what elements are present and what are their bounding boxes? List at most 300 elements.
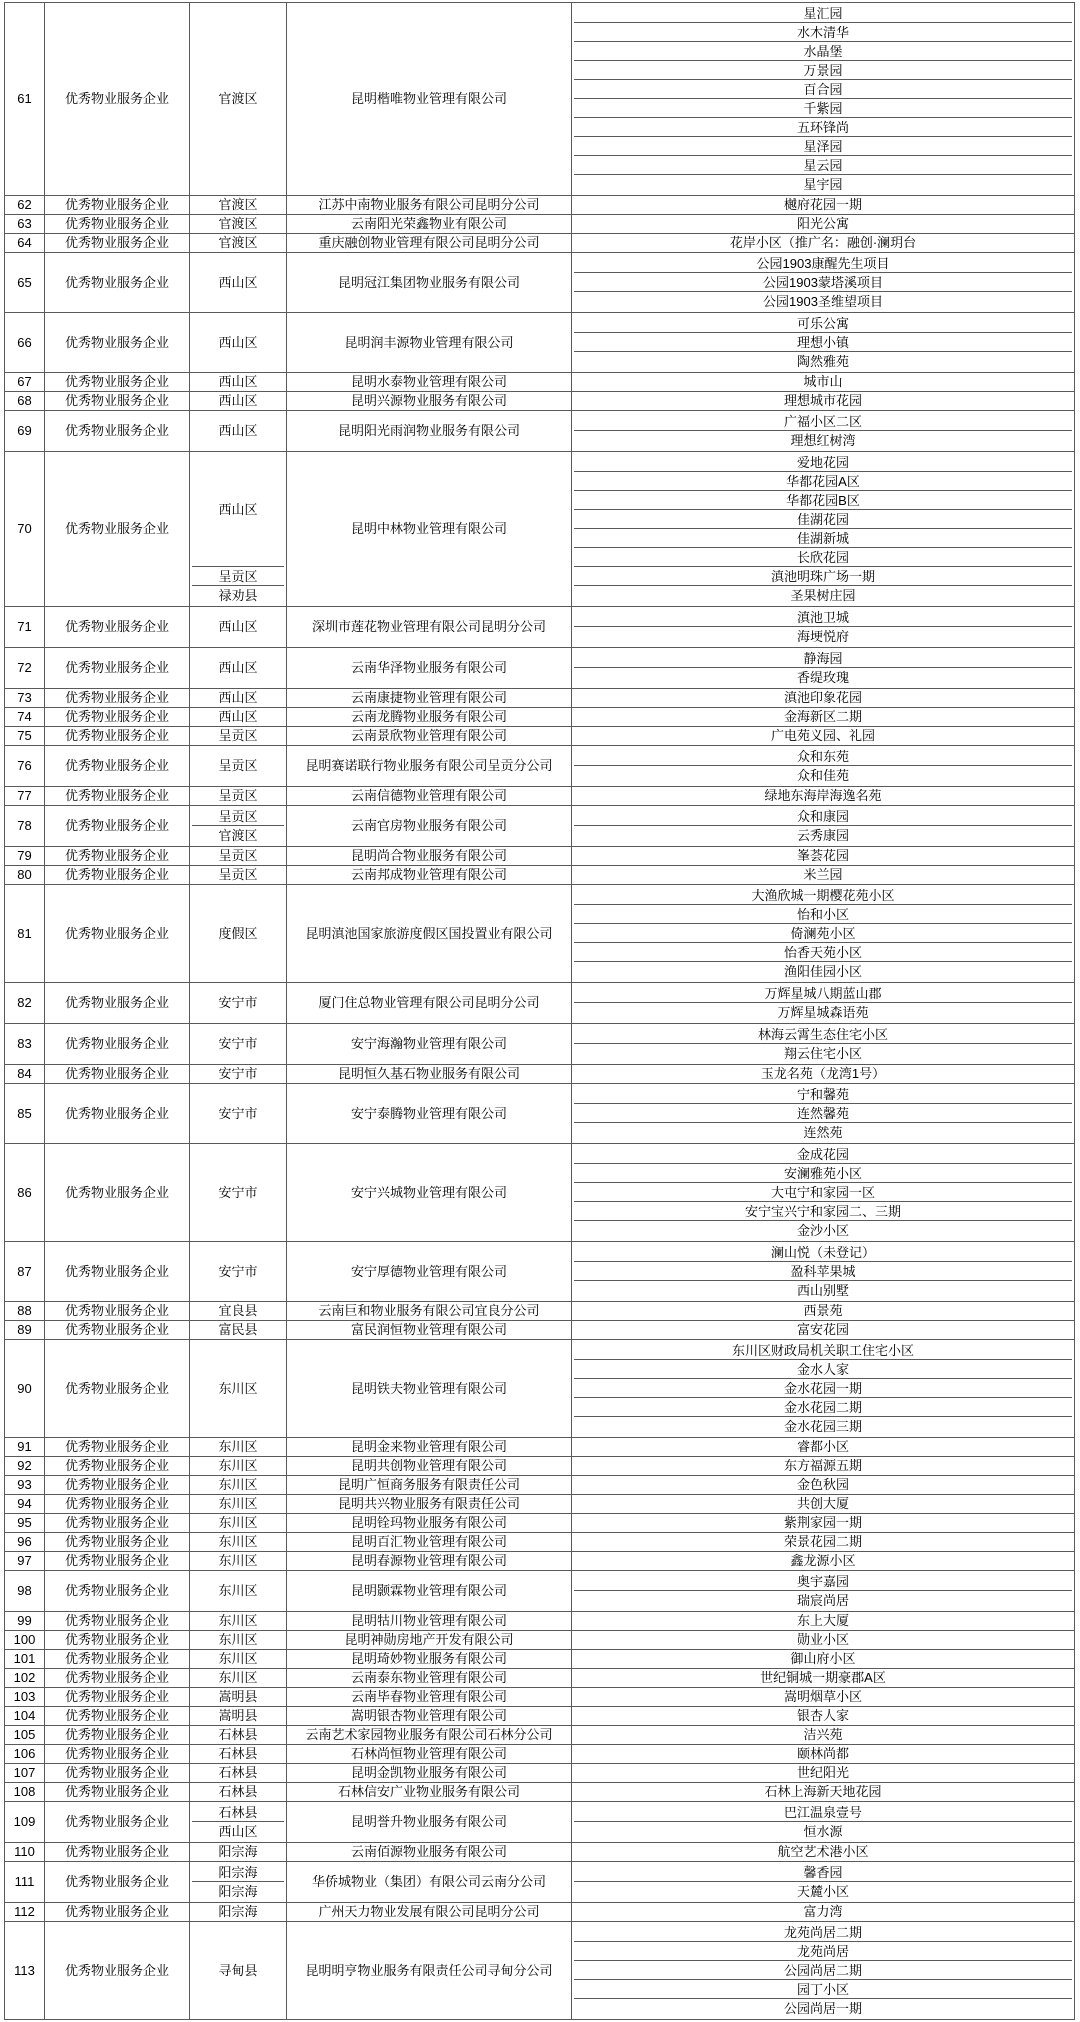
project-cell: 紫荆家园一期 <box>572 1514 1075 1533</box>
award-name-cell: 优秀物业服务企业 <box>45 746 190 787</box>
company-name-cell: 深圳市莲花物业管理有限公司昆明分公司 <box>287 607 572 648</box>
district-subcell: 阳宗海 <box>192 1863 284 1882</box>
district-cell: 石林县 <box>190 1783 287 1802</box>
project-subcell: 陶然雅苑 <box>796 354 849 369</box>
project-cell: 金海新区二期 <box>572 708 1075 727</box>
award-name-cell: 优秀物业服务企业 <box>45 1084 190 1144</box>
company-name-cell: 昆明琦妙物业服务有限公司 <box>287 1650 572 1669</box>
district-subcell: 西山区 <box>218 1824 258 1839</box>
row-number-cell: 61 <box>5 3 45 196</box>
project-subcell: 华都花园A区 <box>574 472 1072 491</box>
company-name-cell: 云南艺术家园物业服务有限公司石林分公司 <box>287 1726 572 1745</box>
award-name-cell: 优秀物业服务企业 <box>45 1144 190 1242</box>
table-row <box>5 727 1075 746</box>
project-cell: 玉龙名苑（龙湾1号） <box>572 1065 1075 1084</box>
row-number-cell: 104 <box>5 1707 45 1726</box>
award-name-cell: 优秀物业服务企业 <box>45 1476 190 1495</box>
project-subcell: 奥宇嘉园 <box>574 1572 1072 1591</box>
project-subcell: 渔阳佳园小区 <box>783 964 862 979</box>
district-cell: 石林县 <box>190 1726 287 1745</box>
district-cell: 东川区 <box>190 1495 287 1514</box>
company-name-cell: 云南华泽物业服务有限公司 <box>287 648 572 689</box>
row-number-cell: 81 <box>5 885 45 983</box>
company-name-cell: 石林尚恒物业管理有限公司 <box>287 1745 572 1764</box>
company-name-cell: 昆明铁夫物业管理有限公司 <box>287 1340 572 1438</box>
project-cell: 东方福源五期 <box>572 1457 1075 1476</box>
award-name-cell: 优秀物业服务企业 <box>45 1783 190 1802</box>
row-number-cell: 64 <box>5 234 45 253</box>
award-name-cell: 优秀物业服务企业 <box>45 253 190 313</box>
row-number-cell: 100 <box>5 1631 45 1650</box>
table-row <box>5 1476 1075 1495</box>
row-number-cell: 105 <box>5 1726 45 1745</box>
row-number-cell: 62 <box>5 196 45 215</box>
project-cell: 银杏人家 <box>572 1707 1075 1726</box>
project-cell: 世纪铜城一期豪郡A区 <box>572 1669 1075 1688</box>
district-cell: 寻甸县 <box>190 1922 287 2020</box>
district-cell: 西山区 <box>190 411 287 452</box>
award-name-cell: 优秀物业服务企业 <box>45 1242 190 1302</box>
award-name-cell: 优秀物业服务企业 <box>45 1764 190 1783</box>
project-cell: 世纪阳光 <box>572 1764 1075 1783</box>
project-cell: 鑫龙源小区 <box>572 1552 1075 1571</box>
company-name-cell: 昆明春源物业管理有限公司 <box>287 1552 572 1571</box>
project-subcell: 宁和馨苑 <box>574 1085 1072 1104</box>
district-cell: 石林县 <box>190 1764 287 1783</box>
award-name-cell: 优秀物业服务企业 <box>45 1552 190 1571</box>
row-number-cell: 106 <box>5 1745 45 1764</box>
row-number-cell: 109 <box>5 1802 45 1843</box>
row-number-cell: 88 <box>5 1302 45 1321</box>
project-subcell: 金水人家 <box>574 1360 1072 1379</box>
table-row <box>5 1065 1075 1084</box>
district-cell: 官渡区 <box>190 196 287 215</box>
district-cell: 安宁市 <box>190 983 287 1024</box>
company-name-cell: 嵩明银杏物业管理有限公司 <box>287 1707 572 1726</box>
project-subcell: 华都花园B区 <box>574 491 1072 510</box>
award-name-cell: 优秀物业服务企业 <box>45 411 190 452</box>
award-name-cell: 优秀物业服务企业 <box>45 1612 190 1631</box>
project-cell: 花岸小区（推广名：融创·澜玥台 <box>572 234 1075 253</box>
project-subcell: 金沙小区 <box>796 1223 849 1238</box>
award-name-cell: 优秀物业服务企业 <box>45 806 190 847</box>
row-number-cell: 76 <box>5 746 45 787</box>
company-name-cell: 昆明尚合物业服务有限公司 <box>287 847 572 866</box>
project-subcell: 龙苑尚居二期 <box>574 1923 1072 1942</box>
row-number-cell: 67 <box>5 373 45 392</box>
row-number-cell: 96 <box>5 1533 45 1552</box>
district-cell: 东川区 <box>190 1612 287 1631</box>
district-subcell: 禄劝县 <box>218 588 258 603</box>
award-name-cell: 优秀物业服务企业 <box>45 1321 190 1340</box>
award-name-cell: 优秀物业服务企业 <box>45 866 190 885</box>
project-subcell: 爱地花园 <box>574 453 1072 472</box>
district-cell: 官渡区 <box>190 215 287 234</box>
table-body <box>5 3 1075 2020</box>
district-subcell: 官渡区 <box>218 828 258 843</box>
row-number-cell: 68 <box>5 392 45 411</box>
table-row <box>5 1669 1075 1688</box>
company-name-cell: 昆明金凯物业服务有限公司 <box>287 1764 572 1783</box>
project-subcell: 万景园 <box>574 61 1072 80</box>
company-name-cell: 昆明广恒商务服务有限责任公司 <box>287 1476 572 1495</box>
company-name-cell: 昆明楷唯物业管理有限公司 <box>287 3 572 196</box>
award-name-cell: 优秀物业服务企业 <box>45 1726 190 1745</box>
award-name-cell: 优秀物业服务企业 <box>45 196 190 215</box>
row-number-cell: 102 <box>5 1669 45 1688</box>
project-subcell: 公园尚居一期 <box>783 2001 862 2016</box>
company-name-cell: 昆明铨玛物业服务有限公司 <box>287 1514 572 1533</box>
project-cell <box>572 648 1075 689</box>
company-name-cell: 昆明颢霖物业管理有限公司 <box>287 1571 572 1612</box>
award-name-cell: 优秀物业服务企业 <box>45 313 190 373</box>
row-number-cell: 84 <box>5 1065 45 1084</box>
row-number-cell: 74 <box>5 708 45 727</box>
project-cell: 樾府花园一期 <box>572 196 1075 215</box>
project-cell: 滇池印象花园 <box>572 689 1075 708</box>
row-number-cell: 98 <box>5 1571 45 1612</box>
project-subcell: 星宇园 <box>803 177 843 192</box>
district-cell <box>190 1862 287 1903</box>
project-subcell: 万辉星城森语苑 <box>777 1005 869 1020</box>
table-row <box>5 1571 1075 1612</box>
table-row <box>5 1650 1075 1669</box>
company-name-cell: 昆明明亨物业服务有限责任公司寻甸分公司 <box>287 1922 572 2020</box>
row-number-cell: 71 <box>5 607 45 648</box>
district-cell: 安宁市 <box>190 1065 287 1084</box>
company-name-cell: 昆明共创物业管理有限公司 <box>287 1457 572 1476</box>
district-cell: 富民县 <box>190 1321 287 1340</box>
project-subcell: 可乐公寓 <box>574 314 1072 333</box>
project-subcell: 巴江温泉壹号 <box>574 1803 1072 1822</box>
district-cell: 官渡区 <box>190 234 287 253</box>
row-number-cell: 80 <box>5 866 45 885</box>
award-name-cell: 优秀物业服务企业 <box>45 1340 190 1438</box>
award-name-cell: 优秀物业服务企业 <box>45 708 190 727</box>
district-cell: 石林县 <box>190 1745 287 1764</box>
company-name-cell: 昆明赛诺联行物业服务有限公司呈贡分公司 <box>287 746 572 787</box>
district-cell: 东川区 <box>190 1476 287 1495</box>
row-number-cell: 91 <box>5 1438 45 1457</box>
project-cell <box>572 1340 1075 1438</box>
table-row <box>5 1242 1075 1302</box>
award-name-cell: 优秀物业服务企业 <box>45 1843 190 1862</box>
project-subcell: 星云园 <box>574 156 1072 175</box>
table-row <box>5 1340 1075 1438</box>
table-row <box>5 1321 1075 1340</box>
project-subcell: 云秀康园 <box>796 828 849 843</box>
project-cell: 富力湾 <box>572 1903 1075 1922</box>
award-name-cell: 优秀物业服务企业 <box>45 3 190 196</box>
award-name-cell: 优秀物业服务企业 <box>45 1650 190 1669</box>
table-row <box>5 1688 1075 1707</box>
table-row <box>5 866 1075 885</box>
award-name-cell: 优秀物业服务企业 <box>45 1302 190 1321</box>
district-cell: 东川区 <box>190 1669 287 1688</box>
table-row <box>5 1745 1075 1764</box>
project-cell: 东上大厦 <box>572 1612 1075 1631</box>
award-name-cell: 优秀物业服务企业 <box>45 1571 190 1612</box>
award-name-cell: 优秀物业服务企业 <box>45 452 190 607</box>
project-subcell: 百合园 <box>574 80 1072 99</box>
project-cell: 勋业小区 <box>572 1631 1075 1650</box>
project-subcell: 星汇园 <box>574 4 1072 23</box>
project-subcell: 安宁宝兴宁和家园二、三期 <box>574 1202 1072 1221</box>
table-row <box>5 1922 1075 2020</box>
project-cell: 荣景花园二期 <box>572 1533 1075 1552</box>
district-cell: 嵩明县 <box>190 1688 287 1707</box>
project-subcell: 佳湖花园 <box>574 510 1072 529</box>
project-cell: 洁兴苑 <box>572 1726 1075 1745</box>
district-cell: 安宁市 <box>190 1242 287 1302</box>
company-name-cell: 云南毕春物业管理有限公司 <box>287 1688 572 1707</box>
award-name-cell: 优秀物业服务企业 <box>45 885 190 983</box>
row-number-cell: 77 <box>5 787 45 806</box>
project-subcell: 佳湖新城 <box>574 529 1072 548</box>
row-number-cell: 86 <box>5 1144 45 1242</box>
project-cell <box>572 983 1075 1024</box>
row-number-cell: 111 <box>5 1862 45 1903</box>
project-cell <box>572 253 1075 313</box>
company-name-cell: 华侨城物业（集团）有限公司云南分公司 <box>287 1862 572 1903</box>
company-name-cell: 昆明阳光雨润物业服务有限公司 <box>287 411 572 452</box>
project-subcell: 公园1903圣维望项目 <box>763 294 883 309</box>
table-row <box>5 1552 1075 1571</box>
project-subcell: 园丁小区 <box>574 1980 1072 1999</box>
row-number-cell: 97 <box>5 1552 45 1571</box>
table-row <box>5 1495 1075 1514</box>
row-number-cell: 94 <box>5 1495 45 1514</box>
table-row <box>5 1612 1075 1631</box>
project-subcell: 倚澜苑小区 <box>574 924 1072 943</box>
district-cell: 安宁市 <box>190 1084 287 1144</box>
table-row <box>5 392 1075 411</box>
district-cell: 西山区 <box>190 689 287 708</box>
project-cell: 阳光公寓 <box>572 215 1075 234</box>
district-cell: 安宁市 <box>190 1144 287 1242</box>
company-name-cell: 昆明誉升物业服务有限公司 <box>287 1802 572 1843</box>
row-number-cell: 79 <box>5 847 45 866</box>
project-subcell: 万辉星城八期蓝山郡 <box>574 984 1072 1003</box>
row-number-cell: 78 <box>5 806 45 847</box>
company-name-cell: 云南巨和物业服务有限公司宜良分公司 <box>287 1302 572 1321</box>
district-cell: 官渡区 <box>190 3 287 196</box>
district-cell: 呈贡区 <box>190 847 287 866</box>
project-cell: 嵩明烟草小区 <box>572 1688 1075 1707</box>
district-cell: 阳宗海 <box>190 1903 287 1922</box>
district-cell: 东川区 <box>190 1438 287 1457</box>
project-cell: 共创大厦 <box>572 1495 1075 1514</box>
award-name-cell: 优秀物业服务企业 <box>45 1024 190 1065</box>
project-subcell: 金水花园三期 <box>783 1419 862 1434</box>
table-row <box>5 196 1075 215</box>
district-cell: 阳宗海 <box>190 1843 287 1862</box>
project-subcell: 滇池明珠广场一期 <box>574 567 1072 586</box>
project-cell: 理想城市花园 <box>572 392 1075 411</box>
award-name-cell: 优秀物业服务企业 <box>45 392 190 411</box>
project-cell <box>572 3 1075 196</box>
project-subcell: 众和康园 <box>574 807 1072 826</box>
table-row <box>5 313 1075 373</box>
district-subcell: 呈贡区 <box>192 807 284 826</box>
award-name-cell: 优秀物业服务企业 <box>45 1688 190 1707</box>
project-subcell: 澜山悦（未登记） <box>574 1243 1072 1262</box>
company-name-cell: 云南景欣物业管理有限公司 <box>287 727 572 746</box>
company-name-cell: 昆明兴源物业服务有限公司 <box>287 392 572 411</box>
award-name-cell: 优秀物业服务企业 <box>45 1669 190 1688</box>
table-row <box>5 452 1075 607</box>
project-cell <box>572 746 1075 787</box>
award-name-cell: 优秀物业服务企业 <box>45 1514 190 1533</box>
project-subcell: 广福小区二区 <box>574 412 1072 431</box>
award-name-cell: 优秀物业服务企业 <box>45 1457 190 1476</box>
award-name-cell: 优秀物业服务企业 <box>45 373 190 392</box>
row-number-cell: 85 <box>5 1084 45 1144</box>
company-name-cell: 昆明中林物业管理有限公司 <box>287 452 572 607</box>
row-number-cell: 99 <box>5 1612 45 1631</box>
project-subcell: 怡和小区 <box>574 905 1072 924</box>
project-subcell: 天麓小区 <box>796 1884 849 1899</box>
district-cell: 东川区 <box>190 1533 287 1552</box>
project-cell <box>572 885 1075 983</box>
award-name-cell: 优秀物业服务企业 <box>45 689 190 708</box>
company-name-cell: 富民润恒物业管理有限公司 <box>287 1321 572 1340</box>
row-number-cell: 65 <box>5 253 45 313</box>
project-subcell: 众和佳苑 <box>796 768 849 783</box>
project-cell <box>572 1084 1075 1144</box>
project-subcell: 千紫园 <box>574 99 1072 118</box>
district-cell: 西山区 <box>190 313 287 373</box>
award-name-cell: 优秀物业服务企业 <box>45 1862 190 1903</box>
project-cell <box>572 411 1075 452</box>
project-subcell: 金水花园一期 <box>574 1379 1072 1398</box>
project-cell <box>572 452 1075 607</box>
project-cell: 金色秋园 <box>572 1476 1075 1495</box>
district-subcell: 西山区 <box>192 453 284 567</box>
table-row <box>5 3 1075 196</box>
table-row <box>5 1726 1075 1745</box>
award-name-cell: 优秀物业服务企业 <box>45 787 190 806</box>
row-number-cell: 107 <box>5 1764 45 1783</box>
company-name-cell: 安宁海瀚物业管理有限公司 <box>287 1024 572 1065</box>
table-row <box>5 1783 1075 1802</box>
award-name-cell: 优秀物业服务企业 <box>45 1903 190 1922</box>
project-cell <box>572 1144 1075 1242</box>
district-cell: 安宁市 <box>190 1024 287 1065</box>
district-cell <box>190 806 287 847</box>
row-number-cell: 113 <box>5 1922 45 2020</box>
company-name-cell: 云南泰东物业管理有限公司 <box>287 1669 572 1688</box>
project-subcell: 大屯宁和家园一区 <box>574 1183 1072 1202</box>
project-subcell: 滇池卫城 <box>574 608 1072 627</box>
table-row <box>5 648 1075 689</box>
table-row <box>5 885 1075 983</box>
district-cell: 西山区 <box>190 648 287 689</box>
project-subcell: 东川区财政局机关职工住宅小区 <box>574 1341 1072 1360</box>
table-row <box>5 1438 1075 1457</box>
award-name-cell: 优秀物业服务企业 <box>45 1707 190 1726</box>
table-row <box>5 234 1075 253</box>
project-cell: 颐林尚都 <box>572 1745 1075 1764</box>
project-subcell: 理想红树湾 <box>790 433 856 448</box>
company-name-cell: 重庆融创物业管理有限公司昆明分公司 <box>287 234 572 253</box>
table-row <box>5 215 1075 234</box>
project-subcell: 水木清华 <box>574 23 1072 42</box>
company-name-cell: 广州天力物业发展有限公司昆明分公司 <box>287 1903 572 1922</box>
table-row <box>5 847 1075 866</box>
project-subcell: 香缇玫瑰 <box>796 670 849 685</box>
company-name-cell: 云南龙腾物业服务有限公司 <box>287 708 572 727</box>
project-subcell: 翔云住宅小区 <box>783 1046 862 1061</box>
project-subcell: 长欣花园 <box>574 548 1072 567</box>
district-cell: 东川区 <box>190 1571 287 1612</box>
project-subcell: 金水花园二期 <box>574 1398 1072 1417</box>
project-subcell: 公园尚居二期 <box>574 1961 1072 1980</box>
award-name-cell: 优秀物业服务企业 <box>45 983 190 1024</box>
project-subcell: 理想小镇 <box>574 333 1072 352</box>
table-row <box>5 787 1075 806</box>
award-name-cell: 优秀物业服务企业 <box>45 1438 190 1457</box>
company-name-cell: 江苏中南物业服务有限公司昆明分公司 <box>287 196 572 215</box>
table-row <box>5 1764 1075 1783</box>
table-row <box>5 253 1075 313</box>
project-cell: 富安花园 <box>572 1321 1075 1340</box>
district-cell: 东川区 <box>190 1631 287 1650</box>
row-number-cell: 103 <box>5 1688 45 1707</box>
district-cell <box>190 452 287 607</box>
table-row <box>5 1631 1075 1650</box>
row-number-cell: 70 <box>5 452 45 607</box>
table-row <box>5 1707 1075 1726</box>
table-row <box>5 1862 1075 1903</box>
table-row <box>5 1843 1075 1862</box>
project-subcell: 星泽园 <box>574 137 1072 156</box>
table-row <box>5 1084 1075 1144</box>
project-cell <box>572 313 1075 373</box>
table-row <box>5 1533 1075 1552</box>
row-number-cell: 108 <box>5 1783 45 1802</box>
award-name-cell: 优秀物业服务企业 <box>45 1922 190 2020</box>
table-row <box>5 607 1075 648</box>
table-row <box>5 708 1075 727</box>
company-name-cell: 昆明水泰物业管理有限公司 <box>287 373 572 392</box>
project-subcell: 公园1903康醒先生项目 <box>574 254 1072 273</box>
district-subcell: 阳宗海 <box>218 1884 258 1899</box>
row-number-cell: 75 <box>5 727 45 746</box>
project-subcell: 西山别墅 <box>796 1283 849 1298</box>
table-row <box>5 1802 1075 1843</box>
table-row <box>5 1024 1075 1065</box>
table-row <box>5 746 1075 787</box>
award-name-cell: 优秀物业服务企业 <box>45 648 190 689</box>
table-row <box>5 1302 1075 1321</box>
district-cell: 东川区 <box>190 1340 287 1438</box>
row-number-cell: 87 <box>5 1242 45 1302</box>
project-cell: 广电苑义园、礼园 <box>572 727 1075 746</box>
company-name-cell: 昆明冠江集团物业服务有限公司 <box>287 253 572 313</box>
row-number-cell: 89 <box>5 1321 45 1340</box>
award-name-cell: 优秀物业服务企业 <box>45 607 190 648</box>
award-name-cell: 优秀物业服务企业 <box>45 234 190 253</box>
table-row <box>5 373 1075 392</box>
project-cell <box>572 1024 1075 1065</box>
company-name-cell: 厦门住总物业管理有限公司昆明分公司 <box>287 983 572 1024</box>
project-cell <box>572 1862 1075 1903</box>
award-name-cell: 优秀物业服务企业 <box>45 1495 190 1514</box>
table-row <box>5 689 1075 708</box>
district-cell: 西山区 <box>190 373 287 392</box>
project-subcell: 连然苑 <box>803 1125 843 1140</box>
